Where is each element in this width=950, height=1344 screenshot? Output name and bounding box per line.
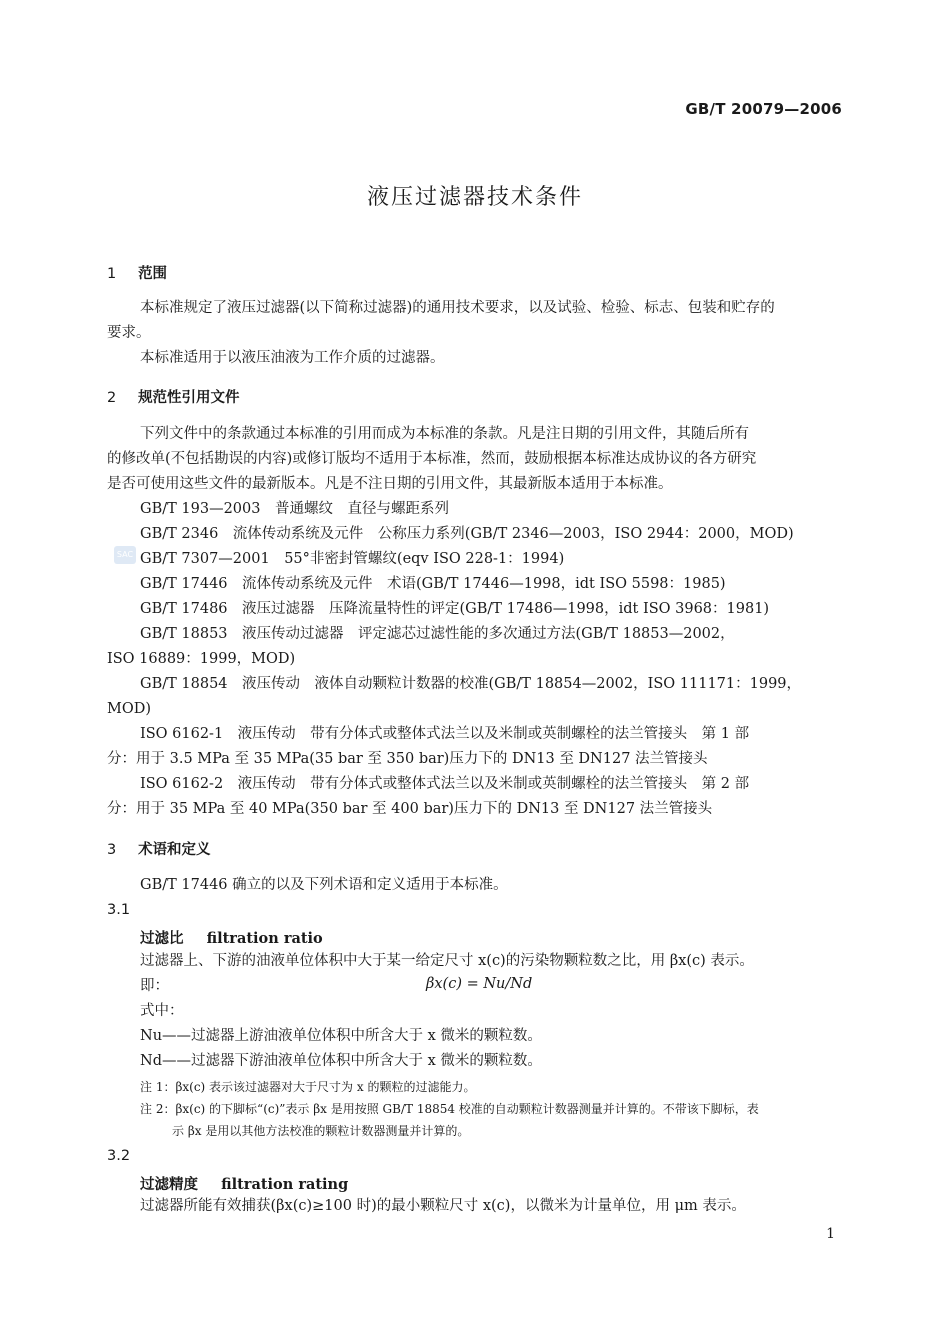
- variable-definition: Nd——过滤器下游油液单位体积中所含大于 x 微米的颗粒数。: [140, 1053, 542, 1069]
- paragraph-line: 是否可使用这些文件的最新版本。凡是不注日期的引用文件，其最新版本适用于本标准。: [107, 476, 673, 492]
- section-title: 范围: [138, 266, 168, 282]
- clause-number: 3.1: [107, 902, 131, 918]
- section-3-heading: [107, 838, 211, 859]
- paragraph-line: 本标准规定了液压过滤器(以下简称过滤器)的通用技术要求，以及试验、检验、标志、包装和贮存的: [140, 300, 775, 316]
- note: 示 βx 是用以其他方法校准的颗粒计数器测量并计算的。: [172, 1124, 470, 1138]
- reference-item: GB/T 7307—2001 55°非密封管螺纹(eqv ISO 228-1：1994): [140, 551, 565, 567]
- page-number: 1: [826, 1226, 835, 1242]
- section-title: 规范性引用文件: [138, 390, 240, 406]
- reference-item: 分：用于 35 MPa 至 40 MPa(350 bar 至 400 bar)压力下的 DN13 至 DN127 法兰管接头: [107, 801, 713, 817]
- reference-item: GB/T 17446 流体传动系统及元件 术语(GB/T 17446—1998，idt ISO 5598：1985): [140, 576, 726, 592]
- section-1-heading: [107, 262, 167, 283]
- section-title: 术语和定义: [138, 842, 211, 858]
- standard-number: GB/T 20079—2006: [685, 100, 842, 118]
- term-en: filtration rating: [221, 1176, 349, 1193]
- note: 注 1：βx(c) 表示该过滤器对大于尺寸为 x 的颗粒的过滤能力。: [140, 1080, 476, 1094]
- formula-where-label: 式中：: [140, 1003, 184, 1019]
- variable-definition: Nu——过滤器上游油液单位体积中所含大于 x 微米的颗粒数。: [140, 1028, 542, 1044]
- formula-label: 即：: [140, 978, 169, 994]
- reference-item: MOD): [107, 701, 152, 717]
- paragraph-line: 本标准适用于以液压油液为工作介质的过滤器。: [140, 350, 445, 366]
- reference-item: GB/T 17486 液压过滤器 压降流量特性的评定(GB/T 17486—1998，idt ISO 3968：1981): [140, 601, 770, 617]
- reference-item: ISO 16889：1999，MOD): [107, 651, 296, 667]
- reference-item: ISO 6162-1 液压传动 带有分体式或整体式法兰以及米制或英制螺栓的法兰管接头 第 1 部: [140, 726, 750, 742]
- watermark-logo: SAC: [114, 546, 136, 564]
- clause-number: 3.2: [107, 1148, 131, 1164]
- reference-item: GB/T 193—2003 普通螺纹 直径与螺距系列: [140, 501, 449, 517]
- paragraph-line: 的修改单(不包括勘误的内容)或修订版均不适用于本标准，然而，鼓励根据本标准达成协议的各方研究: [107, 451, 757, 467]
- term-zh: 过滤比: [140, 931, 184, 947]
- note: 注 2：βx(c) 的下脚标“(c)”表示 βx 是用按照 GB/T 18854 校准的自动颗粒计数器测量并计算的。不带该下脚标，表: [140, 1102, 759, 1116]
- reference-item: GB/T 2346 流体传动系统及元件 公称压力系列(GB/T 2346—2003，ISO 2944：2000，MOD): [140, 526, 794, 542]
- section-number: 2: [107, 390, 117, 406]
- paragraph-line: GB/T 17446 确立的以及下列术语和定义适用于本标准。: [140, 877, 508, 893]
- section-number: 1: [107, 266, 117, 282]
- paragraph-line: 下列文件中的条款通过本标准的引用而成为本标准的条款。凡是注日期的引用文件，其随后所有: [140, 426, 749, 442]
- paragraph-line: 要求。: [107, 325, 151, 341]
- formula: βx(c) = Nu/Nd: [426, 976, 533, 992]
- reference-item: ISO 6162-2 液压传动 带有分体式或整体式法兰以及米制或英制螺栓的法兰管接头 第 2 部: [140, 776, 750, 792]
- document-title: 液压过滤器技术条件: [366, 185, 583, 210]
- term-zh: 过滤精度: [140, 1177, 198, 1193]
- definition-text: 过滤器上、下游的油液单位体积中大于某一给定尺寸 x(c)的污染物颗粒数之比，用 βx(c) 表示。: [140, 953, 754, 969]
- reference-item: GB/T 18853 液压传动过滤器 评定滤芯过滤性能的多次通过方法(GB/T 18853—2002，: [140, 626, 735, 642]
- term-heading: [140, 1173, 348, 1194]
- reference-item: 分：用于 3.5 MPa 至 35 MPa(35 bar 至 350 bar)压力下的 DN13 至 DN127 法兰管接头: [107, 751, 708, 767]
- section-number: 3: [107, 842, 117, 858]
- term-en: filtration ratio: [206, 930, 323, 947]
- section-2-heading: [107, 386, 240, 407]
- definition-text: 过滤器所能有效捕获(βx(c)≥100 时)的最小颗粒尺寸 x(c)，以微米为计量单位，用 μm 表示。: [140, 1198, 746, 1214]
- reference-item: GB/T 18854 液压传动 液体自动颗粒计数器的校准(GB/T 18854—2002，ISO 111171：1999，: [140, 676, 802, 692]
- term-heading: [140, 927, 323, 948]
